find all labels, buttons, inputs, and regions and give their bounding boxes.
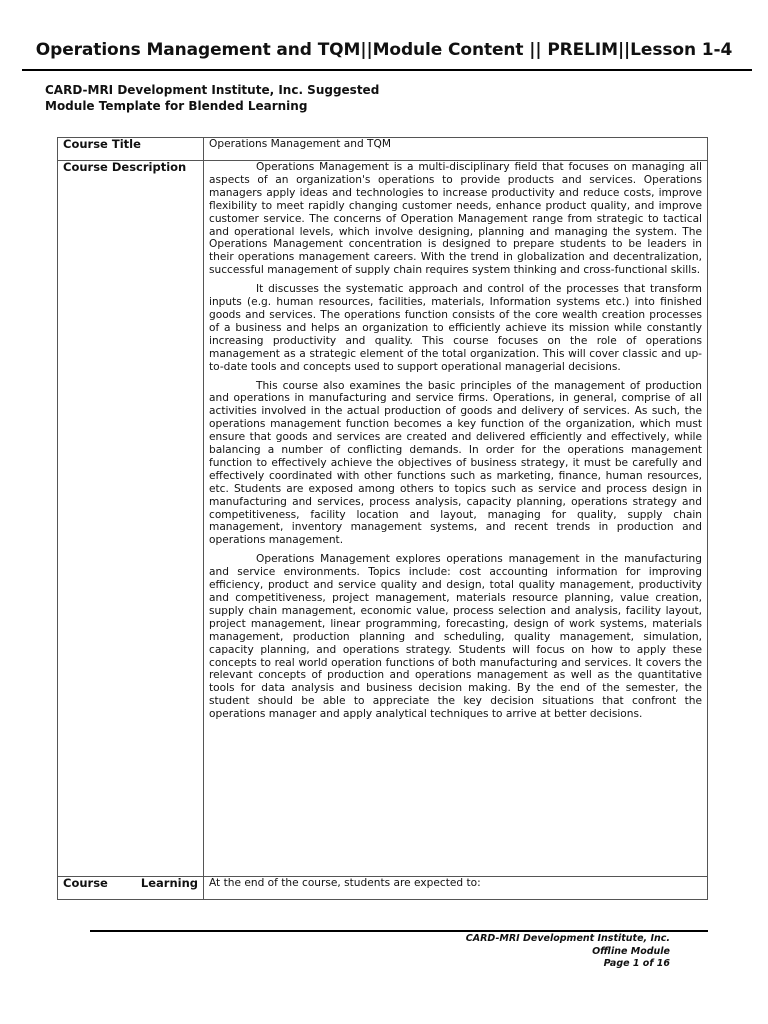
course-learning-value: At the end of the course, students are expected to: — [204, 877, 708, 900]
page-header-title: Operations Management and TQM||Module Content || PRELIM||Lesson 1-4 — [35, 40, 733, 60]
footer-divider — [90, 930, 708, 932]
course-description-row — [58, 161, 708, 877]
description-paragraph-4: Operations Management explores operations management in the manufacturing and service environments. Topics include: cost accounting information for improving efficiency, product and service quality and design, total quality management, productivity and competitiveness, project management, materials resource planning, value creation, supply chain management, economic value, process selection and analysis, facility layout, project management, linear programming, forecasting, design of work systems, materials management, production planning and scheduling, quality management, simulation, capacity planning, and operations strategy. Students will focus on how to apply these concepts to real world operation functions of both manufacturing and services. It covers the relevant concepts of production and operations management as well as the quantitative tools for data analysis and business decision making. By the end of the semester, the student should be able to appreciate the key decision situations that confront the operations manager and apply analytical techniques to arrive at better decisions. — [209, 553, 702, 721]
description-paragraph-3: This course also examines the basic principles of the management of production and operations in manufacturing and service firms. Operations, in general, comprise of all activities involved in the actual production of goods and delivery of services. As such, the operations management function becomes a key function of the organization, which must ensure that goods and services are created and delivered efficiently and effectively, while balancing a number of conflicting demands. In order for the operations management function to effectively achieve the objectives of business strategy, it must be carefully and effectively coordinated with other functions such as marketing, finance, human resources, etc. Students are exposed among others to topics such as service and process design in manufacturing and services, process analysis, capacity planning, operations strategy and competitiveness, facility location and layout, managing for quality, supply chain management, inventory management systems, and recent trends in production and operations management. — [209, 379, 702, 547]
course-description-label: Course Description — [58, 161, 204, 877]
header-divider — [22, 69, 752, 71]
course-learning-label-word-1: Course — [63, 876, 108, 890]
page-footer — [466, 933, 670, 971]
course-title-row — [58, 138, 708, 161]
module-template-subtitle — [45, 82, 379, 114]
footer-institute: CARD-MRI Development Institute, Inc. — [465, 933, 670, 944]
description-paragraph-2: It discusses the systematic approach and control of the processes that transform inputs (e.g. human resources, facilities, materials, Information systems etc.) into finished goods and services. The operations function consists of the core wealth creation processes of a business and helps an organization to efficiently achieve its mission while constantly increasing productivity and quality. This course focuses on the role of operations management as a strategic element of the total organization. This will cover classic and up-to-date tools and concepts used to support operational managerial decisions. — [209, 283, 702, 373]
course-learning-row — [58, 877, 708, 900]
course-learning-label-word-2: Learning — [140, 876, 198, 890]
subtitle-line-1: CARD-MRI Development Institute, Inc. Suggested — [45, 83, 380, 97]
course-info-table — [57, 137, 708, 900]
footer-module-type: Offline Module — [592, 945, 670, 957]
subtitle-line-2: Module Template for Blended Learning — [45, 99, 308, 113]
course-title-label: Course Title — [58, 138, 204, 161]
course-learning-label — [58, 877, 204, 900]
course-description-cell — [204, 161, 708, 877]
footer-page-number: Page 1 of 16 — [603, 958, 670, 969]
course-title-value: Operations Management and TQM — [204, 138, 708, 161]
description-paragraph-1: Operations Management is a multi-disciplinary field that focuses on managing all aspects of an organization's operations to provide products and services. Operations managers apply ideas and technologies to increase productivity and reduce costs, improve flexibility to meet rapidly changing customer needs, enhance product quality, and improve customer service. The concerns of Operation Management range from strategic to tactical and operational levels, which involve designing, planning and managing the system. The Operations Management concentration is designed to prepare students to be leaders in their operations management careers. With the trend in globalization and decentralization, successful management of supply chain requires system thinking and cross-functional skills. — [209, 161, 702, 277]
